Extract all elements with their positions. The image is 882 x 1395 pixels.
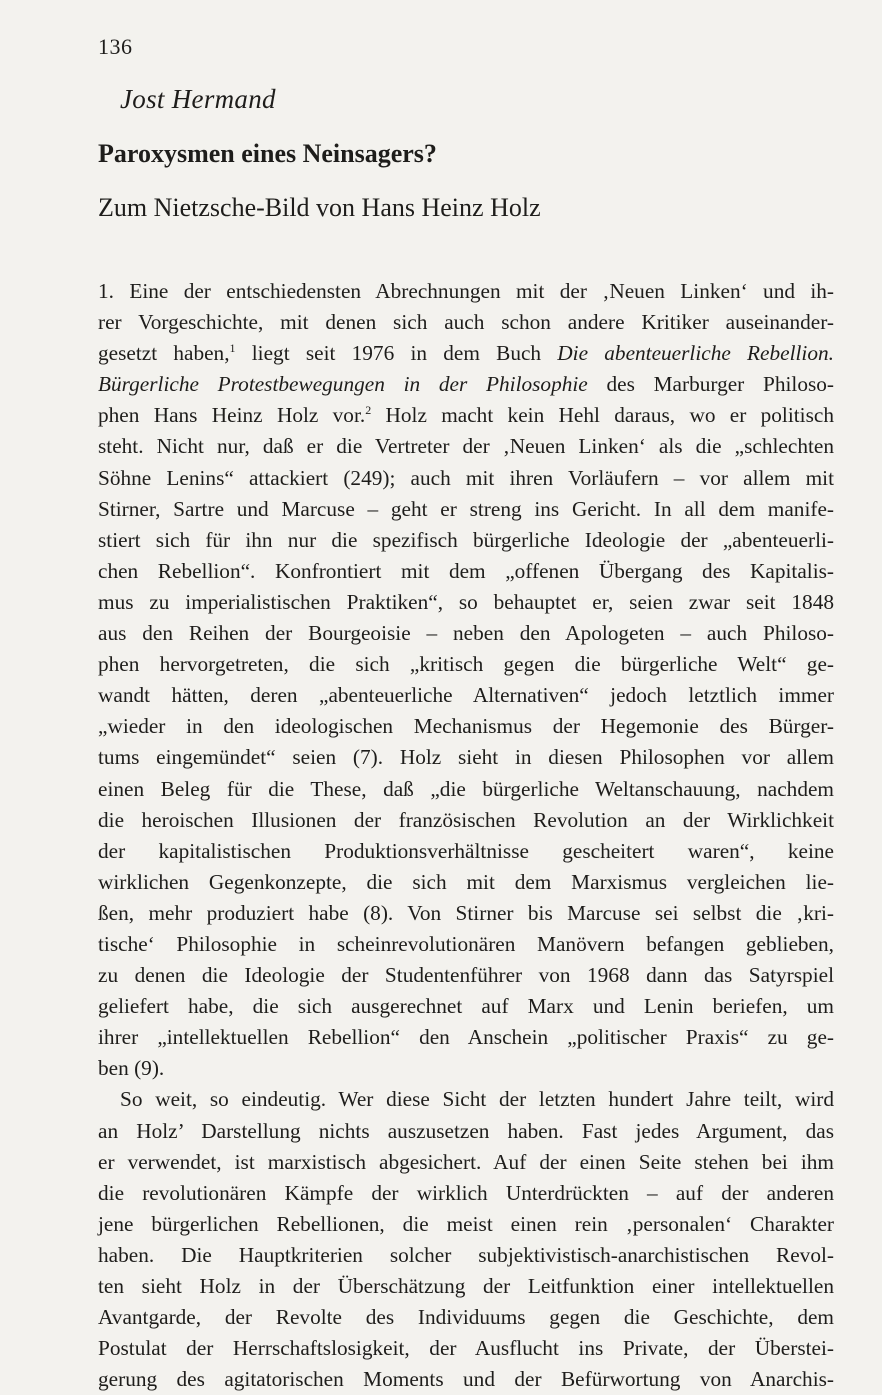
text-line: Avantgarde, der Revolte des Individuums gegen die Geschichte, dem bbox=[98, 1305, 834, 1330]
text-line: mus zu imperialistischen Praktiken“, so behauptet er, seien zwar seit 1848 bbox=[98, 589, 834, 614]
text-line: die revolutionären Kämpfe der wirklich Unterdrückten – auf der anderen bbox=[98, 1180, 834, 1205]
text-line: wirklichen Gegenkonzepte, die sich mit dem Marxismus vergleichen lie- bbox=[98, 869, 834, 894]
text-line: an Holz’ Darstellung nichts auszusetzen haben. Fast jedes Argument, das bbox=[98, 1118, 834, 1143]
book-title: Die abenteuerliche Rebellion. bbox=[557, 341, 834, 366]
text-line: die heroischen Illusionen der französischen Revolution an der Wirklichkeit bbox=[98, 807, 834, 832]
essay-subtitle: Zum Nietzsche-Bild von Hans Heinz Holz bbox=[98, 193, 541, 222]
text-line: tische‘ Philosophie in scheinrevolutionären Manövern befangen geblieben, bbox=[98, 931, 834, 956]
text-line: „wieder in den ideologischen Mechanismus der Hegemonie des Bürger- bbox=[98, 714, 834, 739]
text-line: der kapitalistischen Produktionsverhältnisse gescheitert waren“, keine bbox=[98, 838, 834, 863]
text-line: So weit, so eindeutig. Wer diese Sicht der letzten hundert Jahre teilt, wird bbox=[120, 1087, 834, 1112]
text-line: steht. Nicht nur, daß er die Vertreter der ‚Neuen Linken‘ als die „schlechten bbox=[98, 434, 834, 459]
text-line: einen Beleg für die These, daß „die bürgerliche Weltanschauung, nachdem bbox=[98, 776, 834, 801]
footnote-ref-1: 1 bbox=[229, 341, 236, 356]
text-line: jene bürgerlichen Rebellionen, die meist einen rein ‚personalen‘ Charakter bbox=[98, 1211, 834, 1236]
essay-title: Paroxysmen eines Neinsagers? bbox=[98, 139, 437, 168]
text-line: tums eingemündet“ seien (7). Holz sieht in diesen Philosophen vor allem bbox=[98, 745, 834, 770]
text-line: ßen, mehr produziert habe (8). Von Stirner bis Marcuse sei selbst die ‚kri- bbox=[98, 900, 834, 925]
text-line: ihrer „intellektuellen Rebellion“ den Anschein „politischer Praxis“ zu ge- bbox=[98, 1025, 834, 1050]
text-line: Söhne Lenins“ attackiert (249); auch mit ihren Vorläufern – vor allem mit bbox=[98, 465, 834, 490]
text-line: geliefert habe, die sich ausgerechnet auf Marx und Lenin beriefen, um bbox=[98, 994, 834, 1019]
text-line: gerung des agitatorischen Moments und der Befürwortung von Anarchis- bbox=[98, 1367, 834, 1392]
text-line: er verwendet, ist marxistisch abgesichert. Auf der einen Seite stehen bei ihm bbox=[98, 1149, 834, 1174]
page-number: 136 bbox=[98, 34, 133, 59]
text-line: haben. Die Hauptkriterien solcher subjektivistisch-anarchistischen Revol- bbox=[98, 1242, 834, 1267]
text-line: 1. Eine der entschiedensten Abrechnungen mit der ‚Neuen Linken‘ und ih- bbox=[98, 279, 834, 303]
text-line: gesetzt haben,$^1$ liegt seit 1976 in dem Buch Die abenteuerliche Rebellion. bbox=[98, 341, 834, 366]
text-line: aus den Reihen der Bourgeoisie – neben den Apologeten – auch Philoso- bbox=[98, 621, 834, 646]
text-line: phen Hans Heinz Holz vor.$^2$ Holz macht kein Hehl daraus, wo er politisch bbox=[98, 403, 834, 428]
text-line: zu denen die Ideologie der Studentenführer von 1968 dann das Satyrspiel bbox=[98, 963, 834, 988]
text-line: Stirner, Sartre und Marcuse – geht er streng ins Gericht. In all dem manife- bbox=[98, 496, 834, 521]
text-line: Postulat der Herrschaftslosigkeit, der Ausflucht ins Private, der Überstei- bbox=[98, 1336, 834, 1361]
text-line: ten sieht Holz in der Überschätzung der Leitfunktion einer intellektuellen bbox=[98, 1274, 834, 1298]
text-line: phen hervorgetreten, die sich „kritisch gegen die bürgerliche Welt“ ge- bbox=[98, 652, 834, 677]
text-line: stiert sich für ihn nur die spezifisch bürgerliche Ideologie der „abenteuerli- bbox=[98, 527, 834, 552]
body-text bbox=[98, 276, 834, 1395]
author-name: Jost Hermand bbox=[120, 84, 276, 114]
text-line: Bürgerliche Protestbewegungen in der Philosophie des Marburger Philoso- bbox=[98, 372, 834, 397]
footnote-ref-2: 2 bbox=[365, 403, 372, 418]
text-line: ben (9). bbox=[98, 1056, 165, 1081]
text-line: rer Vorgeschichte, mit denen sich auch schon andere Kritiker auseinander- bbox=[98, 310, 834, 335]
text-line: chen Rebellion“. Konfrontiert mit dem „offenen Übergang des Kapitalis- bbox=[98, 558, 834, 583]
text-line: wandt hätten, deren „abenteuerliche Alternativen“ jedoch letztlich immer bbox=[98, 683, 834, 708]
book-subtitle: Bürgerliche Protestbewegungen in der Philosophie bbox=[98, 372, 588, 397]
